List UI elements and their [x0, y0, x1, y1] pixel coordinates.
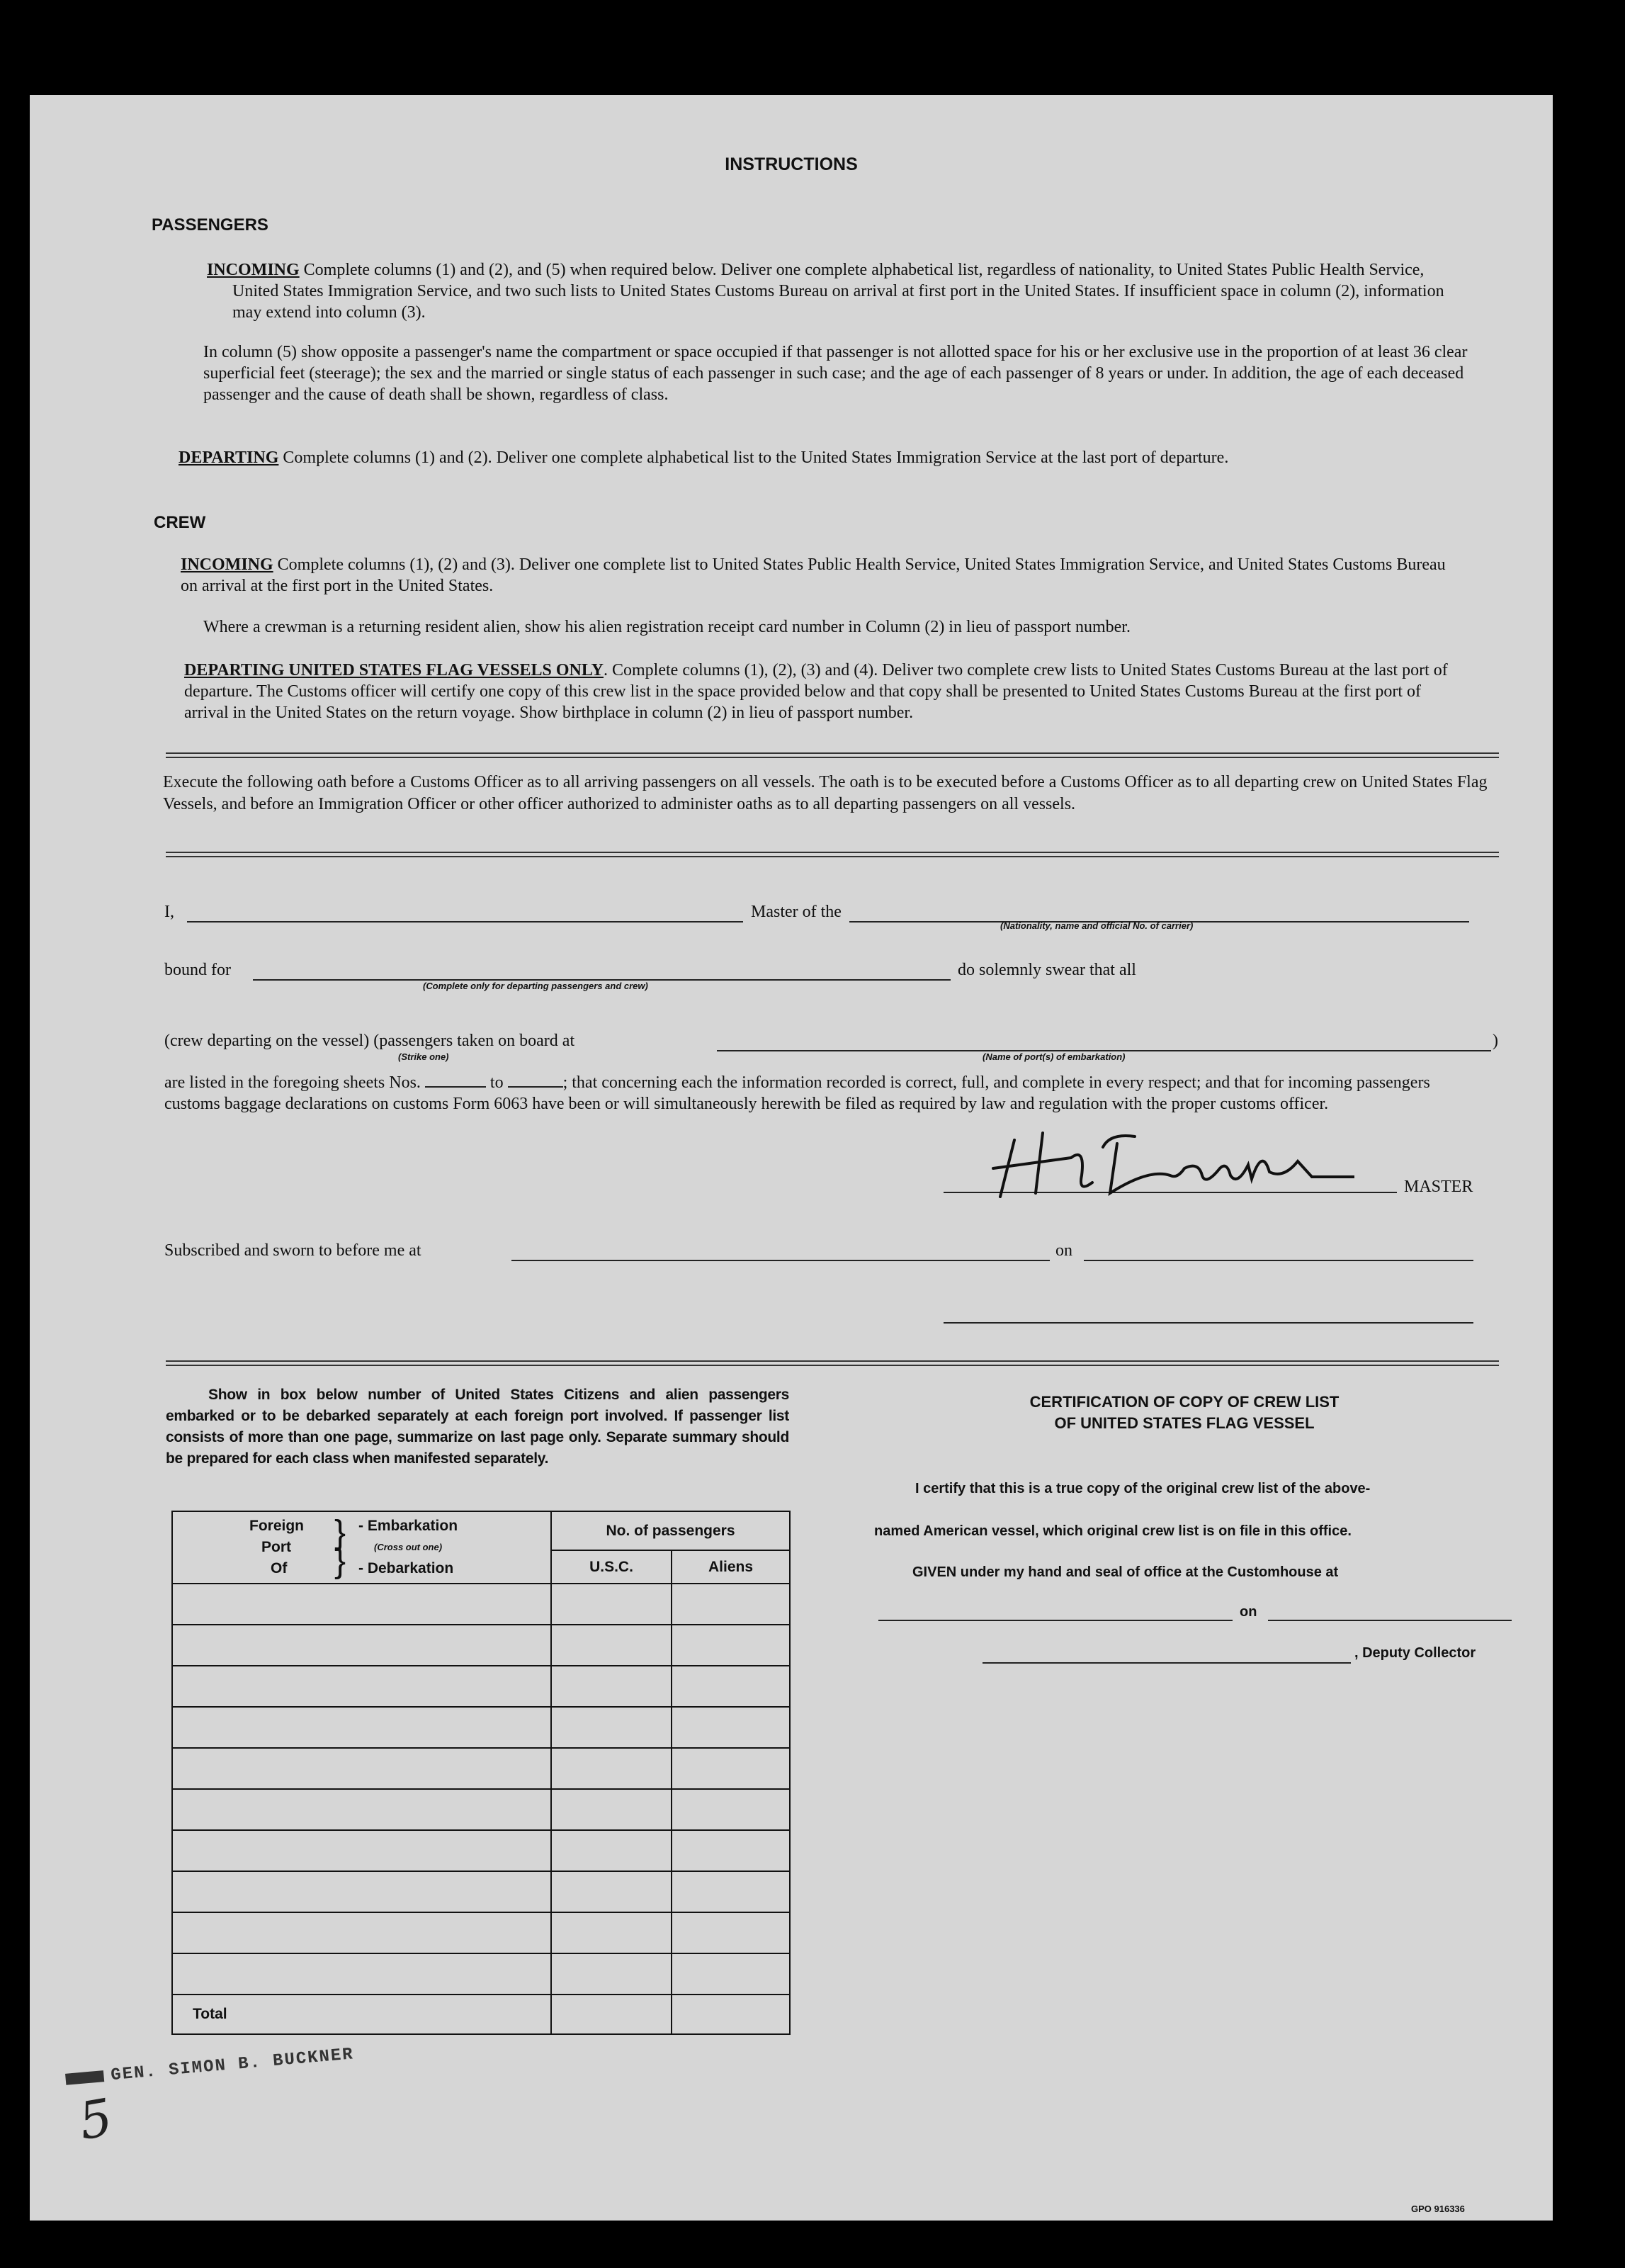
subscribed-date-field[interactable] — [1084, 1260, 1473, 1261]
embarkation-label: - Embarkation — [358, 1518, 458, 1534]
aliens-cell[interactable] — [672, 1584, 790, 1625]
stamp-vessel-name: GEN. SIMON B. BUCKNER — [110, 2045, 355, 2086]
table-row — [172, 1830, 790, 1871]
vessel-stamp — [65, 2045, 355, 2089]
strike-caption: (Strike one) — [398, 1051, 449, 1062]
sheets-to-label: to — [489, 1073, 504, 1092]
passengers-departing-label: DEPARTING — [179, 448, 279, 467]
crew-resident-paragraph: Where a crewman is a returning resident alien, show his alien registration receipt card number in Column (2) in lieu of passport number. — [203, 618, 1131, 636]
certification-line1: I certify that this is a true copy of the original crew list of the above- — [915, 1481, 1371, 1496]
usc-cell[interactable] — [551, 1789, 672, 1830]
port-cell[interactable] — [172, 1748, 551, 1789]
crew-incoming-paragraph — [181, 554, 1466, 597]
master-of-the-label: Master of the — [751, 903, 842, 921]
passengers-incoming-paragraph — [207, 259, 1468, 323]
passengers-incoming-text: Complete columns (1) and (2), and (5) when required below. Deliver one complete alphabetical list, regardless of nationality, to United States Public Health Service, United States Immigration Service, and two such lists to United States Customs Bureau on arrival at first port in the United States. If insufficient space in column (2), information may extend into column (3). — [232, 261, 1444, 322]
table-row — [172, 1666, 790, 1707]
oath-intro: Execute the following oath before a Customs Officer as to all arriving passengers on all vessels. The oath is to be executed before a Customs Officer as to all departing crew on United States Flag Vessels, and before an Immigration Officer or other officer authorized to administer oaths as to all departing passengers on all vessels. — [163, 773, 1488, 813]
stamp-smudge — [65, 2070, 104, 2085]
sheets-prefix: are listed in the foregoing sheets Nos. — [164, 1073, 421, 1092]
crew-departing-text: . Complete columns (1), (2), (3) and (4). Deliver two complete crew lists to United States Customs Bureau at the last port of departure. The Customs officer will certify one copy of this crew list in the space provided below and that copy shall be presented to United States Customs Bureau at the first port of arrival in the United States on the return voyage. Show birthplace in column (2) in lieu of passport number. — [184, 661, 1448, 722]
foreign-label: Foreign — [249, 1518, 304, 1534]
table-row — [172, 1953, 790, 1995]
usc-cell[interactable] — [551, 1707, 672, 1748]
divider — [166, 852, 1499, 857]
aliens-cell[interactable] — [672, 1707, 790, 1748]
brace-top: } — [334, 1514, 346, 1552]
aliens-cell[interactable] — [672, 1830, 790, 1871]
table-row — [172, 1707, 790, 1748]
divider — [166, 1360, 1499, 1366]
sheets-suffix: ; that concerning each the information recorded is correct, full, and complete in every respect; and that for incoming passengers customs baggage declarations on customs Form 6063 have been or will simultaneously herewith be filed as required by law and regulation with the proper customs officer. — [164, 1073, 1430, 1113]
document-page — [30, 95, 1553, 2221]
port-cell[interactable] — [172, 1830, 551, 1871]
subscribed-place-field[interactable] — [511, 1260, 1050, 1261]
crew-departing-paragraph — [184, 660, 1468, 723]
aliens-cell[interactable] — [672, 1789, 790, 1830]
passenger-summary-table — [171, 1511, 791, 2035]
usc-cell[interactable] — [551, 1748, 672, 1789]
bound-caption: (Complete only for departing passengers and crew) — [423, 981, 648, 991]
crew-departing-label: DEPARTING UNITED STATES FLAG VESSELS ONLY — [184, 661, 604, 679]
cross-out-caption: (Cross out one) — [374, 1542, 443, 1552]
passengers-departing-paragraph — [179, 447, 1468, 468]
port-cell[interactable] — [172, 1871, 551, 1912]
aliens-cell[interactable] — [672, 1748, 790, 1789]
sheets-paragraph — [164, 1072, 1475, 1115]
crew-incoming-label: INCOMING — [181, 555, 273, 574]
table-row — [172, 1748, 790, 1789]
subscribed-on-label: on — [1055, 1241, 1072, 1260]
passengers-departing-text: Complete columns (1) and (2). Deliver one complete alphabetical list to the United States Immigration Service at the last port of departure. — [283, 448, 1229, 467]
passengers-title: PASSENGERS — [152, 215, 268, 235]
usc-cell[interactable] — [551, 1871, 672, 1912]
port-label: Port — [261, 1539, 291, 1555]
port-cell[interactable] — [172, 1953, 551, 1995]
certification-title — [901, 1392, 1468, 1434]
footer-code: GPO 916336 — [1411, 2204, 1465, 2214]
divider — [166, 752, 1499, 758]
customhouse-field[interactable] — [878, 1620, 1233, 1621]
certification-line2: named American vessel, which original crew list is on file in this office. — [874, 1523, 1352, 1539]
officer-signature-field[interactable] — [944, 1322, 1473, 1324]
summary-instructions: Show in box below number of United States Citizens and alien passengers embarked or to be debarked separately at each foreign port involved. If passenger list consists of more than one page, summarize on last page only. Separate summary should be prepared for each class when manifested separately. — [166, 1387, 789, 1467]
aliens-cell[interactable] — [672, 1666, 790, 1707]
brace-bottom: } — [334, 1542, 346, 1580]
table-row — [172, 1912, 790, 1953]
port-cell[interactable] — [172, 1707, 551, 1748]
port-caption: (Name of port(s) of embarkation) — [983, 1051, 1126, 1062]
master-label: MASTER — [1404, 1178, 1473, 1196]
crew-incoming-text: Complete columns (1), (2) and (3). Deliver one complete list to United States Public Health Service, United States Immigration Service, and United States Customs Bureau on arrival at the first port in the United States. — [181, 555, 1446, 595]
deputy-signature-field[interactable] — [983, 1662, 1351, 1664]
master-name-field[interactable] — [187, 921, 743, 923]
certification-title-line1: CERTIFICATION OF COPY OF CREW LIST — [1029, 1393, 1340, 1411]
aliens-cell[interactable] — [672, 1625, 790, 1666]
usc-header: U.S.C. — [551, 1550, 672, 1584]
deputy-collector-label: , Deputy Collector — [1354, 1645, 1476, 1661]
certification-line3: GIVEN under my hand and seal of office at the Customhouse at — [912, 1564, 1339, 1580]
usc-cell[interactable] — [551, 1584, 672, 1625]
usc-cell[interactable] — [551, 1625, 672, 1666]
close-paren: ) — [1493, 1032, 1498, 1050]
oath-i-label: I, — [164, 903, 174, 921]
table-row — [172, 1789, 790, 1830]
no-of-passengers-header: No. of passengers — [551, 1511, 790, 1550]
usc-cell[interactable] — [551, 1953, 672, 1995]
total-label: Total — [172, 1995, 551, 2034]
nationality-caption: (Nationality, name and official No. of carrier) — [1000, 920, 1194, 931]
usc-cell[interactable] — [551, 1830, 672, 1871]
total-aliens-cell[interactable] — [672, 1995, 790, 2034]
usc-cell[interactable] — [551, 1912, 672, 1953]
table-row — [172, 1871, 790, 1912]
sheet-to-field[interactable] — [508, 1073, 563, 1088]
total-usc-cell[interactable] — [551, 1995, 672, 2034]
port-cell[interactable] — [172, 1666, 551, 1707]
port-cell[interactable] — [172, 1625, 551, 1666]
certification-title-line2: OF UNITED STATES FLAG VESSEL — [1054, 1414, 1315, 1432]
port-cell[interactable] — [172, 1912, 551, 1953]
sheet-from-field[interactable] — [425, 1073, 486, 1088]
table-header-port — [172, 1511, 551, 1584]
debarkation-label: - Debarkation — [358, 1560, 454, 1576]
subscribed-label: Subscribed and sworn to before me at — [164, 1241, 421, 1260]
bound-for-label: bound for — [164, 961, 231, 979]
swear-text: do solemnly swear that all — [958, 961, 1136, 979]
certification-date-field[interactable] — [1268, 1620, 1512, 1621]
crew-title: CREW — [154, 513, 206, 532]
table-row — [172, 1584, 790, 1625]
aliens-cell[interactable] — [672, 1953, 790, 1995]
of-label: Of — [271, 1560, 288, 1576]
crew-passengers-text: (crew departing on the vessel) (passengers taken on board at — [164, 1032, 575, 1050]
handwritten-mark: 5 — [74, 2087, 117, 2152]
port-cell[interactable] — [172, 1789, 551, 1830]
certification-on-label: on — [1240, 1604, 1257, 1620]
aliens-header: Aliens — [672, 1550, 790, 1584]
table-row — [172, 1625, 790, 1666]
usc-cell[interactable] — [551, 1666, 672, 1707]
instructions-heading: INSTRUCTIONS — [725, 154, 858, 174]
aliens-cell[interactable] — [672, 1871, 790, 1912]
passengers-column5-paragraph: In column (5) show opposite a passenger's name the compartment or space occupied if that passenger is not allotted space for his or her exclusive use in the proportion of at least 36 clear superficial feet (steerage); the sex and the married or single status of each passenger in such case; and the age of each passenger of 8 years or under. In addition, the age of each deceased passenger and the cause of death shall be shown, regardless of class. — [203, 343, 1468, 404]
passengers-incoming-label: INCOMING — [207, 261, 300, 279]
aliens-cell[interactable] — [672, 1912, 790, 1953]
master-signature — [986, 1126, 1354, 1204]
port-cell[interactable] — [172, 1584, 551, 1625]
